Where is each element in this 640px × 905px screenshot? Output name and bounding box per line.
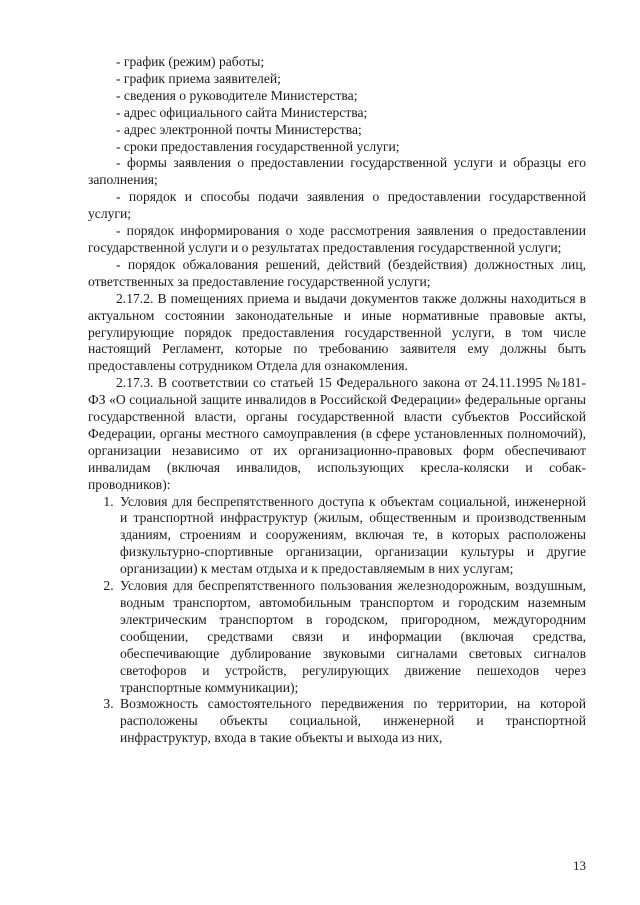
bullet-paragraph: - порядок информирования о ходе рассмотрения заявления о предоставлении государственной услуги и о результатах предоставления государственной услуги; <box>88 223 586 255</box>
bullet-paragraph: - график (режим) работы; <box>116 54 265 69</box>
document-body <box>88 54 586 747</box>
bullet-paragraph: - сведения о руководителе Министерства; <box>116 87 358 103</box>
bullet-paragraph: - адрес электронной почты Министерства; <box>116 121 362 137</box>
list-item: 1. Условия для беспрепятственного доступа к объектам социальной, инженерной и транспортной инфраструктур (жилым, общественным и производственным зданиям, строениям и сооружениям, включая те, в которых расположены физкультурно-спортивные организации, организации культуры и другие организации) к местам отдыха и к предоставляемым в них услугам; <box>117 494 586 579</box>
list-item: 2. Условия для беспрепятственного пользования железнодорожным, воздушным, водным транспортом, автомобильным транспортом и городским наземным электрическим транспортом в городском, пригородном, междугородним сообщении, средствами связи и информации (включая средства, обеспечивающие дублирование звуковыми сигналами световых сигналов светофоров и устройств, регулирующих движение пешеходов через транспортные коммуникации); <box>117 578 586 696</box>
bullet-paragraph: - сроки предоставления государственной услуги; <box>116 138 400 154</box>
bullet-paragraph: - график приема заявителей; <box>116 70 281 86</box>
numbered-list <box>88 494 586 748</box>
bullet-paragraph: - порядок и способы подачи заявления о предоставлении государственной услуги; <box>88 189 586 222</box>
section-paragraph-2-17-2: 2.17.2. В помещениях приема и выдачи документов также должны находиться в актуальном состоянии законодательные и иные нормативные правовые акты, регулирующие порядок предоставления государственной услуги, в том числе настоящий Регламент, которые по требованию заявителя ему должны быть предоставлены сотрудником Отдела для ознакомления. <box>88 290 586 374</box>
list-item: 3. Возможность самостоятельного передвижения по территории, на которой расположены объекты социальной, инженерной и транспортной инфраструктур, входа в такие объекты и выхода из них, <box>117 696 586 747</box>
bullet-paragraph: - порядок обжалования решений, действий (бездействия) должностных лиц, ответственных за предоставление государственной услуги; <box>88 256 586 289</box>
bullet-paragraph: - адрес официального сайта Министерства; <box>116 104 368 120</box>
section-paragraph-2-17-3: 2.17.3. В соответствии со статьей 15 Федерального закона от 24.11.1995 №181-ФЗ «О социальной защите инвалидов в Российской Федерации» федеральные органы государственной власти, органы государственной власти субъектов Российской Федерации, органы местного самоуправления (в сфере установленных полномочий), организации независимо от их организационно-правовых форм обеспечивают инвалидам (включая инвалидов, использующих кресла-коляски и собак-проводников): <box>88 375 586 492</box>
page-number: 13 <box>573 858 586 873</box>
bullet-paragraph: - формы заявления о предоставлении государственной услуги и образцы его заполнения; <box>88 155 586 188</box>
